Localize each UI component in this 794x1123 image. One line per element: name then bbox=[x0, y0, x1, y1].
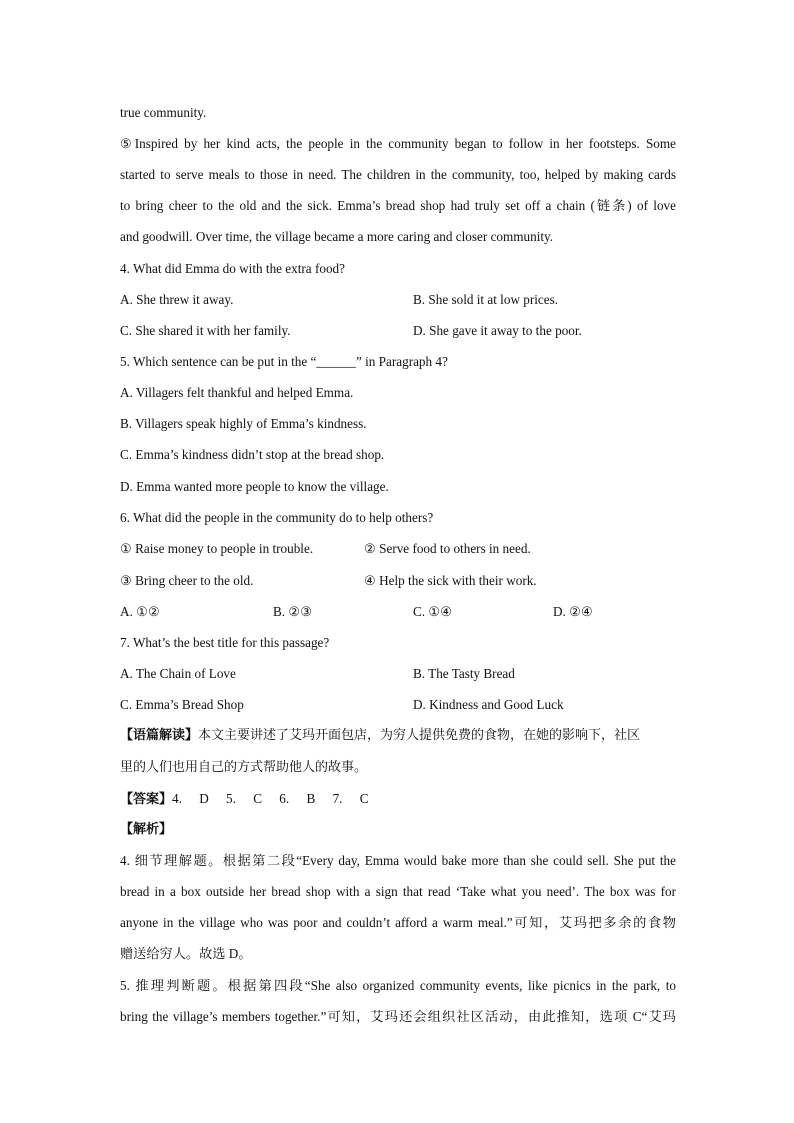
explanation-q4-line: 4. 细节理解题。根据第二段“Every day, Emma would bake more than she could sell. She put the bbox=[120, 853, 676, 868]
question-5-option-b: B. Villagers speak highly of Emma’s kindness. bbox=[120, 416, 367, 431]
reading-summary-line: 里的人们也用自己的方式帮助他人的故事。 bbox=[120, 760, 368, 775]
question-7-option-d: D. Kindness and Good Luck bbox=[413, 697, 564, 712]
question-5-option-d: D. Emma wanted more people to know the village. bbox=[120, 479, 389, 494]
question-6-item-3: ③ Bring cheer to the old. bbox=[120, 573, 254, 588]
question-7-stem: 7. What’s the best title for this passage? bbox=[120, 635, 330, 650]
reading-summary-text: 本文主要讲述了艾玛开面包店，为穷人提供免费的食物，在她的影响下，社区 bbox=[198, 728, 641, 743]
question-6-option-c: C. ①④ bbox=[413, 604, 453, 619]
explanation-q4-line: anyone in the village who was poor and couldn’t afford a warm meal.”可知，艾玛把多余的食物 bbox=[120, 915, 676, 930]
answer-line bbox=[120, 790, 676, 809]
question-7-option-c: C. Emma’s Bread Shop bbox=[120, 697, 244, 712]
paragraph-5-line: ⑤Inspired by her kind acts, the people in the community began to follow in her footsteps. Some bbox=[120, 136, 676, 151]
question-6-item-4: ④ Help the sick with their work. bbox=[364, 573, 537, 588]
passage-line: true community. bbox=[120, 105, 207, 120]
question-4-stem: 4. What did Emma do with the extra food? bbox=[120, 261, 345, 276]
paragraph-5-line: started to serve meals to those in need. The children in the community, too, helped by making cards bbox=[120, 167, 676, 182]
question-5-stem: 5. Which sentence can be put in the “______” in Paragraph 4? bbox=[120, 354, 448, 369]
answer-key: 4. D 5. C 6. B 7. C bbox=[172, 791, 369, 806]
question-6-item-1: ① Raise money to people in trouble. bbox=[120, 541, 314, 556]
reading-summary-label: 【语篇解读】 bbox=[120, 728, 199, 743]
question-4-option-d: D. She gave it away to the poor. bbox=[413, 323, 582, 338]
answer-label: 【答案】 bbox=[120, 792, 173, 807]
question-6-option-b: B. ②③ bbox=[273, 604, 313, 619]
question-6-option-a: A. ①② bbox=[120, 604, 160, 619]
explanation-q5-line: bring the village’s members together.”可知，艾玛还会组织社区活动，由此推知，选项 C“艾玛 bbox=[120, 1009, 676, 1024]
question-6-stem: 6. What did the people in the community do to help others? bbox=[120, 510, 434, 525]
paragraph-5-line: to bring cheer to the old and the sick. Emma’s bread shop had truly set off a chain (链条) of love bbox=[120, 198, 676, 213]
question-4-option-c: C. She shared it with her family. bbox=[120, 323, 291, 338]
question-7-option-a: A. The Chain of Love bbox=[120, 666, 236, 681]
question-5-option-c: C. Emma’s kindness didn’t stop at the bread shop. bbox=[120, 447, 385, 462]
explanation-label: 【解析】 bbox=[120, 822, 173, 837]
question-6-option-d: D. ②④ bbox=[553, 604, 593, 619]
question-6-item-2: ② Serve food to others in need. bbox=[364, 541, 531, 556]
explanation-q5-line: 5. 推理判断题。根据第四段“She also organized community events, like picnics in the park, to bbox=[120, 978, 676, 993]
explanation-q4-line: bread in a box outside her bread shop with a sign that read ‘Take what you need’. The box was for bbox=[120, 884, 676, 899]
question-4-option-a: A. She threw it away. bbox=[120, 292, 234, 307]
question-5-option-a: A. Villagers felt thankful and helped Emma. bbox=[120, 385, 354, 400]
explanation-q4-line: 赠送给穷人。故选 D。 bbox=[120, 946, 252, 961]
question-4-option-b: B. She sold it at low prices. bbox=[413, 292, 559, 307]
question-7-option-b: B. The Tasty Bread bbox=[413, 666, 515, 681]
reading-summary-line bbox=[120, 727, 676, 745]
paragraph-5-line: and goodwill. Over time, the village became a more caring and closer community. bbox=[120, 229, 554, 244]
